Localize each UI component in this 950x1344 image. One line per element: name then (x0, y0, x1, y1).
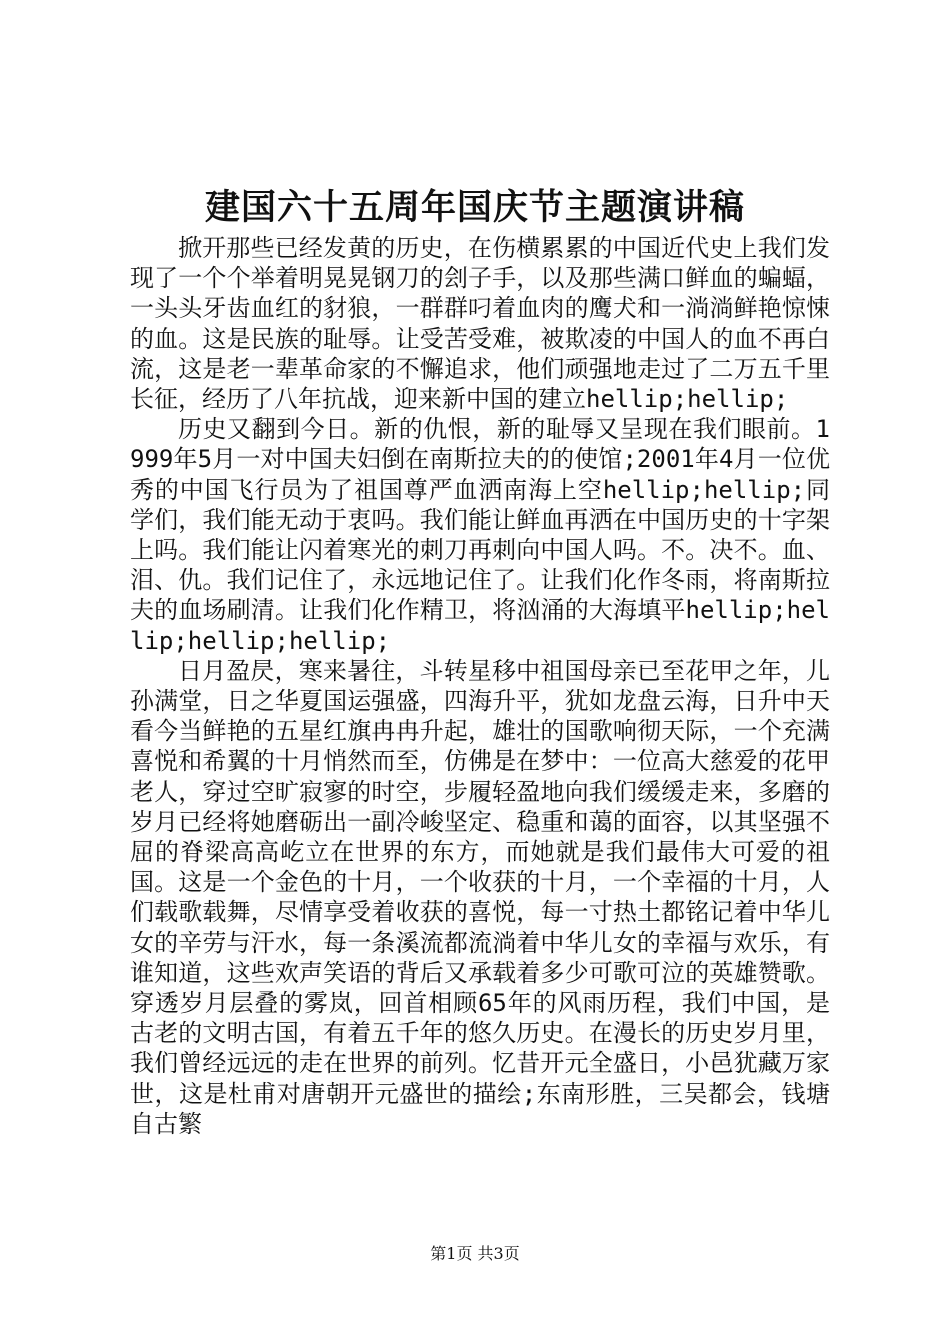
body-paragraph-1: 掀开那些已经发黄的历史，在伤横累累的中国近代史上我们发现了一个个举着明晃晃钢刀的刽子手，以及那些满口鲜血的蝙蝠，一头头牙齿血红的豺狼，一群群叼着血肉的鹰犬和一淌淌鲜艳惊悚的血。这是民族的耻辱。让受苦受难，被欺凌的中国人的血不再白流，这是老一辈革命家的不懈追求，他们顽强地走过了二万五千里长征，经历了八年抗战，迎来新中国的建立hellip;hellip; (130, 234, 830, 414)
body-paragraph-3: 日月盈昃，寒来暑往，斗转星移中祖国母亲已至花甲之年，儿孙满堂，日之华夏国运强盛，四海升平，犹如龙盘云海，日升中天看今当鲜艳的五星红旗冉冉升起，雄壮的国歌响彻天际，一个充满喜悦和希翼的十月悄然而至，仿佛是在梦中：一位高大慈爱的花甲老人，穿过空旷寂寥的时空，步履轻盈地向我们缓缓走来，多磨的岁月已经将她磨砺出一副冷峻坚定、稳重和蔼的面容，以其坚强不屈的脊梁高高屹立在世界的东方，而她就是我们最伟大可爱的祖国。这是一个金色的十月，一个收获的十月，一个幸福的十月，人们载歌载舞，尽情享受着收获的喜悦，每一寸热土都铭记着中华儿女的辛劳与汗水，每一条溪流都流淌着中华儿女的幸福与欢乐，有谁知道，这些欢声笑语的背后又承载着多少可歌可泣的英雄赞歌。穿透岁月层叠的雾岚，回首相顾65年的风雨历程，我们中国，是古老的文明古国，有着五千年的悠久历史。在漫长的历史岁月里，我们曾经远远的走在世界的前列。忆昔开元全盛日，小邑犹藏万家世，这是杜甫对唐朝开元盛世的描绘;东南形胜，三吴都会，钱塘自古繁 (130, 656, 830, 1138)
page-number-footer: 第1页 共3页 (430, 1244, 520, 1263)
document-body (130, 233, 830, 1139)
body-paragraph-2: 历史又翻到今日。新的仇恨，新的耻辱又呈现在我们眼前。1999年5月一对中国夫妇倒在南斯拉夫的的使馆;2001年4月一位优秀的中国飞行员为了祖国尊严血洒南海上空hellip;hellip;同学们，我们能无动于衷吗。我们能让鲜血再洒在中国历史的十字架上吗。我们能让闪着寒光的刺刀再刺向中国人吗。不。决不。血、泪、仇。我们记住了，永远地记住了。让我们化作冬雨，将南斯拉夫的血场刷清。让我们化作精卫，将汹涌的大海填平hellip;hellip;hellip;hellip; (130, 415, 830, 655)
document-title: 建国六十五周年国庆节主题演讲稿 (204, 187, 745, 228)
